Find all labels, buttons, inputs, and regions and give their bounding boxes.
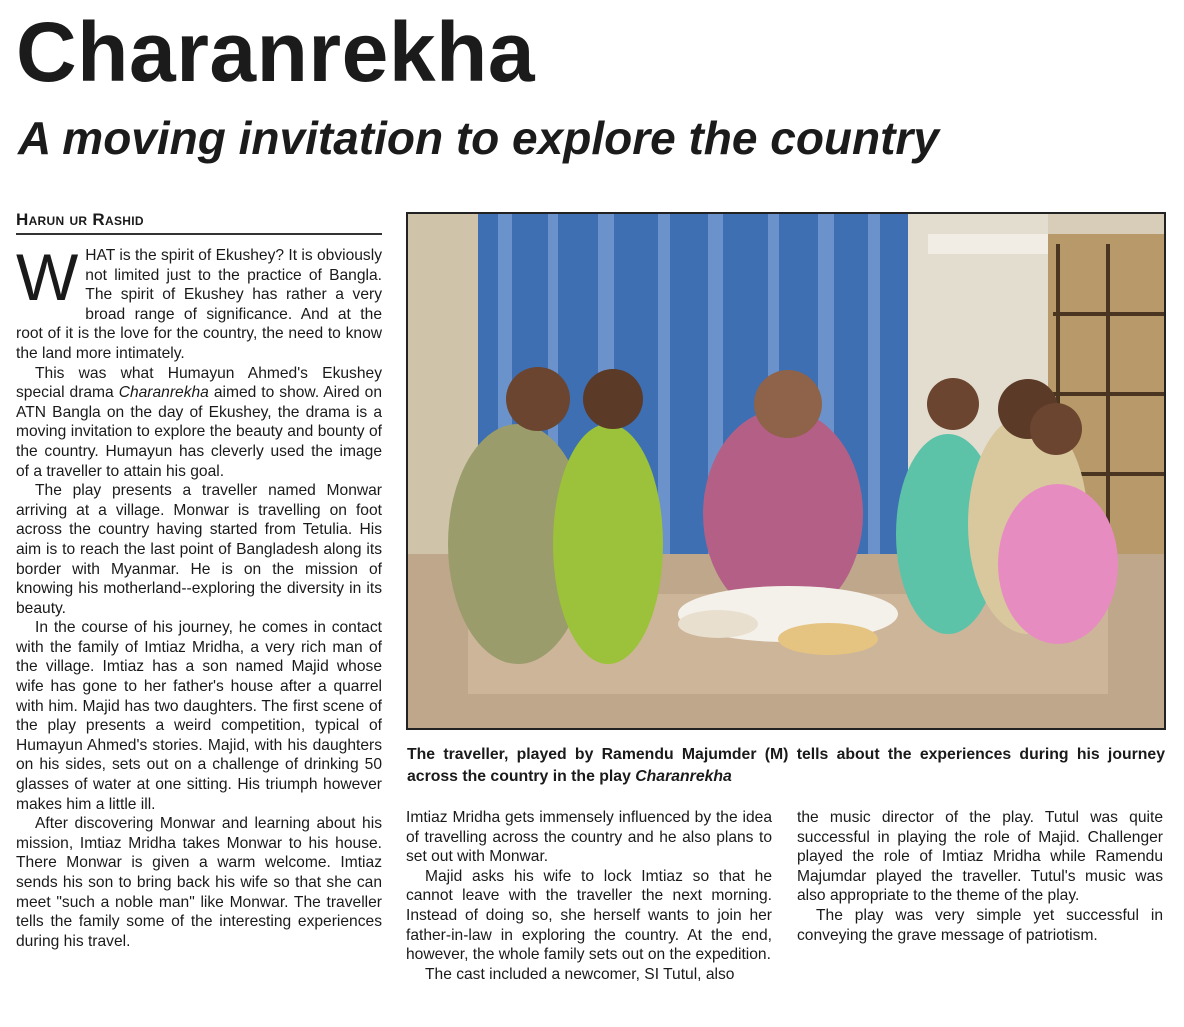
paragraph-5: After discovering Monwar and learning about his mission, Imtiaz Mridha takes Monwar to his house. There Monwar is given a warm welcome. Imtiaz sends his son to bring back his wife so that she can meet "such a noble man" like Monwar. The traveller tells the family some of the interesting experiences during his travel. (16, 815, 382, 950)
paragraph-6: Imtiaz Mridha gets immensely influenced by the idea of travelling across the country and he also plans to set out with Monwar. (406, 809, 772, 866)
paragraph-8: The cast included a newcomer, SI Tutul, also (425, 965, 735, 983)
paragraph-9: the music director of the play. Tutul was quite successful in playing the role of Majid. Challenger played the role of Imtiaz Mridha while Ramendu Majumdar played the traveller. Tutul's music was also appropriate to the theme of the play. (797, 809, 1163, 905)
paragraph-4: In the course of his journey, he comes in contact with the family of Imtiaz Mridha, a very rich man of the village. Imtiaz has a son named Majid whose wife has gone to her father's house after a quarrel with him. Majid has two daughters. The first scene of the play presents a weird competition, typical of Humayun Ahmed's stories. Majid, with his daughters on his sides, sets out on a challenge of drinking 50 glasses of water at one sitting. His triumph however makes him a little ill. (16, 619, 382, 813)
article-column-1 (16, 240, 382, 951)
caption-play-title: Charanrekha (635, 768, 732, 785)
article-photo (406, 212, 1166, 730)
paragraph-7: Majid asks his wife to lock Imtiaz so that he cannot leave with the traveller the next morning. Instead of doing so, she herself wants to join her father-in-law in exploring the country. At the end, however, the whole family sets out on the expedition. (406, 867, 772, 964)
photo-caption (407, 744, 1165, 788)
paragraph-2-text-a: This was what Humayun Ahmed's Ekushey special drama (16, 364, 382, 402)
article-column-2 (406, 808, 772, 984)
paragraph-1 (16, 240, 382, 364)
article-column-3 (797, 808, 1163, 945)
photo-illustration (408, 214, 1164, 728)
paragraph-3: The play presents a traveller named Monwar arriving at a village. Monwar is travelling on foot across the country having started from Tetulia. His aim is to reach the last point of Bangladesh along its border with Myanmar. He is on the mission of knowing his motherland--exploring the diversity in its beauty. (16, 482, 382, 617)
byline: Harun ur Rashid (16, 210, 382, 235)
paragraph-2 (16, 364, 382, 482)
dropcap: W (16, 240, 79, 314)
paragraph-1-text: HAT is the spirit of Ekushey? It is obviously not limited just to the practice of Bangla. The spirit of Ekushey has rather a very broad range of significance. And at the root of it is the love for the country, the need to know the land more intimately. (16, 247, 382, 362)
subheadline: A moving invitation to explore the country (18, 112, 939, 164)
headline: Charanrekha (16, 5, 536, 99)
paragraph-2-text-b: aimed to show. Aired on ATN Bangla on the day of Ekushey, the drama is a moving invitation to explore the beauty and bounty of the country. Humayun has cleverly used the image of a traveller to attain his goal. (16, 384, 382, 480)
play-title: Charanrekha (118, 384, 209, 402)
caption-text: The traveller, played by Ramendu Majumder (M) tells about the experiences during his journey across the country in the play (407, 746, 1165, 785)
paragraph-10: The play was very simple yet successful in conveying the grave message of patriotism. (797, 906, 1163, 944)
